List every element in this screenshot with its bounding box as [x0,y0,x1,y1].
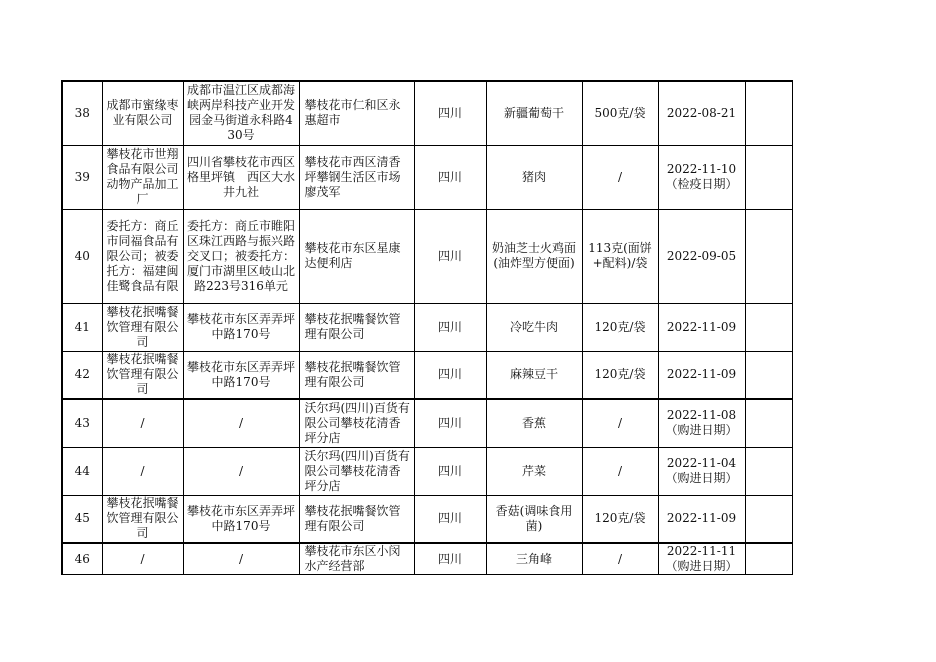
blank-cell [745,81,792,145]
table-row [62,495,792,543]
table-row [62,543,792,575]
province-cell: 四川 [414,145,486,209]
production-date-cell: 2022-11-10（检疫日期） [658,145,745,209]
production-date-cell: 2022-11-09 [658,351,745,399]
production-date-cell: 2022-09-05 [658,209,745,303]
row-number-cell: 46 [62,543,102,575]
seller-name-cell: 攀枝花抿嘴餐饮管理有限公司 [299,495,414,543]
row-number-cell: 41 [62,303,102,351]
table-row [62,145,792,209]
specification-cell: 120克/袋 [582,351,658,399]
table-row [62,399,792,447]
producer-name-cell: 攀枝花市世翔食品有限公司 动物产品加工厂 [102,145,183,209]
blank-cell [745,351,792,399]
blank-cell [745,209,792,303]
product-name-cell: 香蕉 [486,399,582,447]
table-row [62,209,792,303]
production-date-cell: 2022-11-11（购进日期） [658,543,745,575]
product-name-cell: 猪肉 [486,145,582,209]
specification-cell: 113克(面饼+配料)/袋 [582,209,658,303]
production-date-cell: 2022-11-08（购进日期） [658,399,745,447]
province-cell: 四川 [414,351,486,399]
seller-name-cell: 攀枝花抿嘴餐饮管理有限公司 [299,303,414,351]
producer-address-cell: 成都市温江区成都海峡两岸科技产业开发园金马街道永科路430号 [183,81,299,145]
specification-cell: 500克/袋 [582,81,658,145]
producer-address-cell: 攀枝花市东区弄弄坪中路170号 [183,495,299,543]
seller-name-cell: 攀枝花市西区清香坪攀钢生活区市场廖茂军 [299,145,414,209]
producer-name-cell: 攀枝花抿嘴餐饮管理有限公司 [102,495,183,543]
producer-name-cell: / [102,399,183,447]
row-number-cell: 44 [62,447,102,495]
product-name-cell: 麻辣豆干 [486,351,582,399]
province-cell: 四川 [414,399,486,447]
table-row [62,351,792,399]
producer-address-cell: / [183,399,299,447]
producer-address-cell: 委托方：商丘市睢阳区珠江西路与振兴路交叉口；被委托方：厦门市湖里区岐山北路223号316单元 [183,209,299,303]
blank-cell [745,303,792,351]
production-date-cell: 2022-11-04（购进日期） [658,447,745,495]
table-row [62,447,792,495]
specification-cell: / [582,399,658,447]
product-name-cell: 新疆葡萄干 [486,81,582,145]
specification-cell: / [582,543,658,575]
province-cell: 四川 [414,303,486,351]
producer-name-cell: 攀枝花抿嘴餐饮管理有限公司 [102,351,183,399]
seller-name-cell: 沃尔玛(四川)百货有限公司攀枝花清香坪分店 [299,399,414,447]
blank-cell [745,495,792,543]
province-cell: 四川 [414,495,486,543]
producer-address-cell: 四川省攀枝花市西区格里坪镇 西区大水井九社 [183,145,299,209]
product-name-cell: 奶油芝士火鸡面(油炸型方便面) [486,209,582,303]
product-name-cell: 芹菜 [486,447,582,495]
specification-cell: 120克/袋 [582,495,658,543]
production-date-cell: 2022-11-09 [658,495,745,543]
specification-cell: / [582,145,658,209]
product-name-cell: 三角峰 [486,543,582,575]
row-number-cell: 40 [62,209,102,303]
producer-name-cell: 成都市蜜缘枣业有限公司 [102,81,183,145]
blank-cell [745,543,792,575]
seller-name-cell: 沃尔玛(四川)百货有限公司攀枝花清香坪分店 [299,447,414,495]
province-cell: 四川 [414,543,486,575]
producer-name-cell: / [102,447,183,495]
producer-address-cell: 攀枝花市东区弄弄坪中路170号 [183,303,299,351]
producer-name-cell: 委托方：商丘市同福食品有限公司；被委托方：福建闽佳鹭食品有限 [102,209,183,303]
seller-name-cell: 攀枝花抿嘴餐饮管理有限公司 [299,351,414,399]
seller-name-cell: 攀枝花市东区星康达便利店 [299,209,414,303]
production-date-cell: 2022-11-09 [658,303,745,351]
product-name-cell: 冷吃牛肉 [486,303,582,351]
producer-address-cell: / [183,543,299,575]
row-number-cell: 42 [62,351,102,399]
blank-cell [745,145,792,209]
producer-name-cell: 攀枝花抿嘴餐饮管理有限公司 [102,303,183,351]
row-number-cell: 38 [62,81,102,145]
row-number-cell: 45 [62,495,102,543]
seller-name-cell: 攀枝花市东区小闵水产经营部 [299,543,414,575]
specification-cell: 120克/袋 [582,303,658,351]
production-date-cell: 2022-08-21 [658,81,745,145]
province-cell: 四川 [414,209,486,303]
blank-cell [745,399,792,447]
specification-cell: / [582,447,658,495]
row-number-cell: 43 [62,399,102,447]
seller-name-cell: 攀枝花市仁和区永惠超市 [299,81,414,145]
province-cell: 四川 [414,447,486,495]
data-table [61,80,793,575]
product-name-cell: 香菇(调味食用菌) [486,495,582,543]
table-row [62,303,792,351]
province-cell: 四川 [414,81,486,145]
table-row [62,81,792,145]
producer-name-cell: / [102,543,183,575]
blank-cell [745,447,792,495]
producer-address-cell: 攀枝花市东区弄弄坪中路170号 [183,351,299,399]
producer-address-cell: / [183,447,299,495]
row-number-cell: 39 [62,145,102,209]
